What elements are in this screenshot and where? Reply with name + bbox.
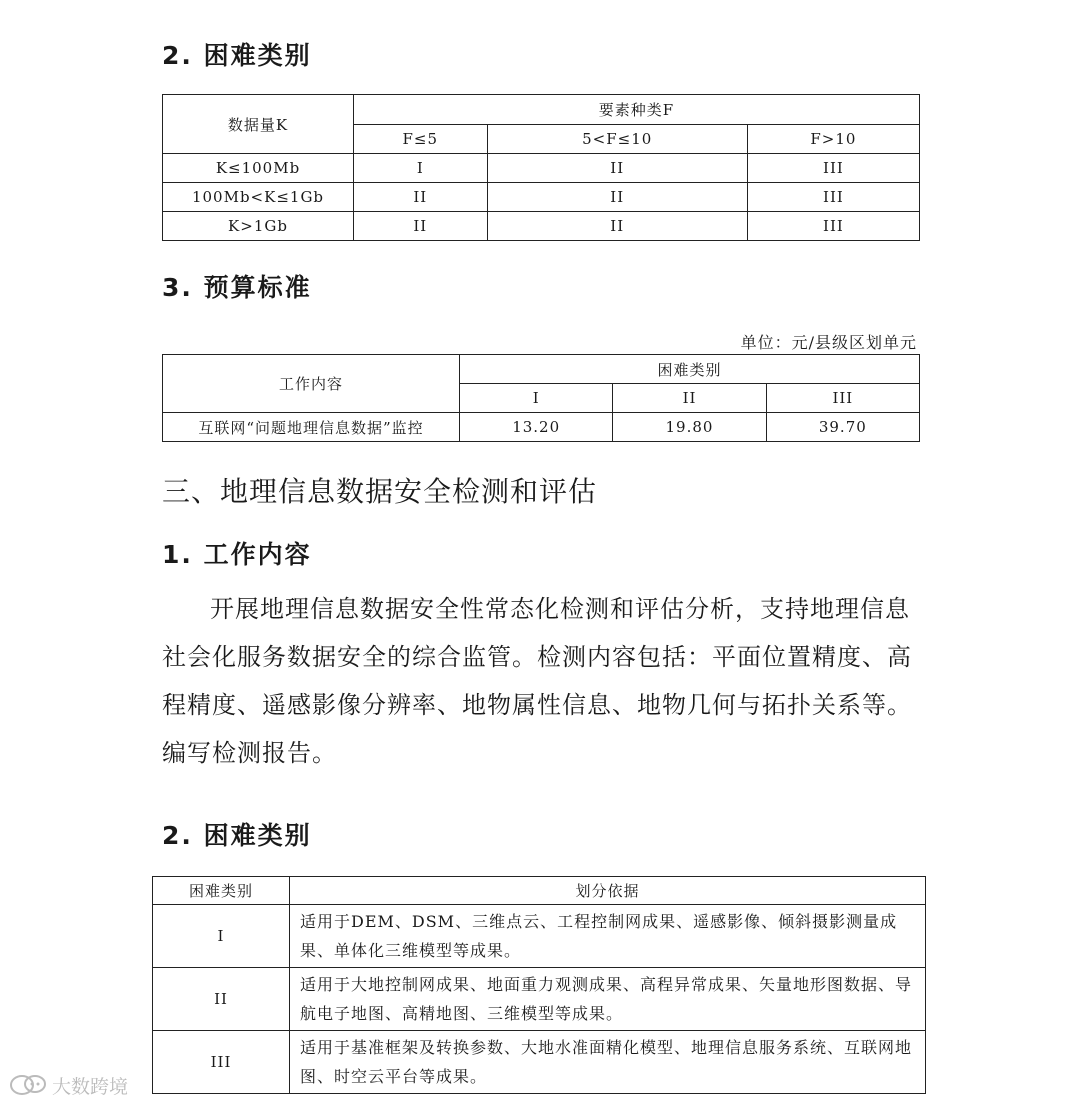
table-row xyxy=(153,905,926,968)
unit-note: 单位：元/县级区划单元 xyxy=(740,333,917,352)
table1-row-label: 100Mb<K≤1Gb xyxy=(163,183,354,212)
table2-group-header: 困难类别 xyxy=(460,355,920,384)
heading-difficulty-2: 2. 困难类别 xyxy=(162,821,312,850)
table3-desc: 适用于大地控制网成果、地面重力观测成果、高程异常成果、矢量地形图数据、导航电子地图、高精地图、三维模型等成果。 xyxy=(290,968,926,1031)
table1-col-header: F≤5 xyxy=(354,125,488,154)
watermark xyxy=(8,1072,128,1099)
table-row xyxy=(163,154,920,183)
table1-cell: II xyxy=(487,183,747,212)
table3-desc: 适用于DEM、DSM、三维点云、工程控制网成果、遥感影像、倾斜摄影测量成果、单体化三维模型等成果。 xyxy=(290,905,926,968)
table2-col-header: III xyxy=(766,384,919,413)
table2-col-header: II xyxy=(613,384,766,413)
difficulty-table-1 xyxy=(162,94,920,241)
table1-cell: II xyxy=(487,212,747,241)
table1-cell: III xyxy=(747,183,919,212)
section-title: 三、地理信息数据安全检测和评估 xyxy=(162,475,598,508)
chat-bubble-icon xyxy=(8,1073,48,1099)
table3-col-header: 困难类别 xyxy=(153,877,290,905)
table2-col-header: I xyxy=(460,384,613,413)
table-row xyxy=(163,212,920,241)
classification-table xyxy=(152,876,926,1094)
table-row xyxy=(153,1031,926,1094)
work-content-paragraph xyxy=(162,585,922,777)
table2-cell: 39.70 xyxy=(766,413,919,442)
table-row xyxy=(153,968,926,1031)
table1-row-header: 数据量K xyxy=(163,95,354,154)
table2-row-label: 互联网“问题地理信息数据”监控 xyxy=(163,413,460,442)
watermark-text: 大数跨境 xyxy=(52,1076,129,1098)
heading-budget: 3. 预算标准 xyxy=(162,273,312,302)
table2-cell: 19.80 xyxy=(613,413,766,442)
table1-row-label: K>1Gb xyxy=(163,212,354,241)
table1-cell: II xyxy=(354,183,488,212)
table3-col-header: 划分依据 xyxy=(290,877,926,905)
table1-cell: II xyxy=(487,154,747,183)
table1-cell: I xyxy=(354,154,488,183)
budget-table xyxy=(162,354,920,442)
paragraph-text: 开展地理信息数据安全性常态化检测和评估分析，支持地理信息社会化服务数据安全的综合监管。检测内容包括：平面位置精度、高程精度、遥感影像分辨率、地物属性信息、地物几何与拓扑关系等。编写检测报告。 xyxy=(162,595,912,767)
table2-cell: 13.20 xyxy=(460,413,613,442)
table3-level: II xyxy=(153,968,290,1031)
table1-col-header: 5<F≤10 xyxy=(487,125,747,154)
table1-group-header: 要素种类F xyxy=(354,95,920,125)
table1-cell: II xyxy=(354,212,488,241)
table-row xyxy=(163,183,920,212)
heading-work-content: 1. 工作内容 xyxy=(162,540,312,569)
table3-level: III xyxy=(153,1031,290,1094)
table-row xyxy=(163,413,920,442)
table3-desc: 适用于基准框架及转换参数、大地水准面精化模型、地理信息服务系统、互联网地图、时空云平台等成果。 xyxy=(290,1031,926,1094)
heading-difficulty-1: 2. 困难类别 xyxy=(162,41,312,70)
table1-cell: III xyxy=(747,154,919,183)
table2-row-header: 工作内容 xyxy=(163,355,460,413)
table1-cell: III xyxy=(747,212,919,241)
table1-row-label: K≤100Mb xyxy=(163,154,354,183)
table1-col-header: F>10 xyxy=(747,125,919,154)
table3-level: I xyxy=(153,905,290,968)
